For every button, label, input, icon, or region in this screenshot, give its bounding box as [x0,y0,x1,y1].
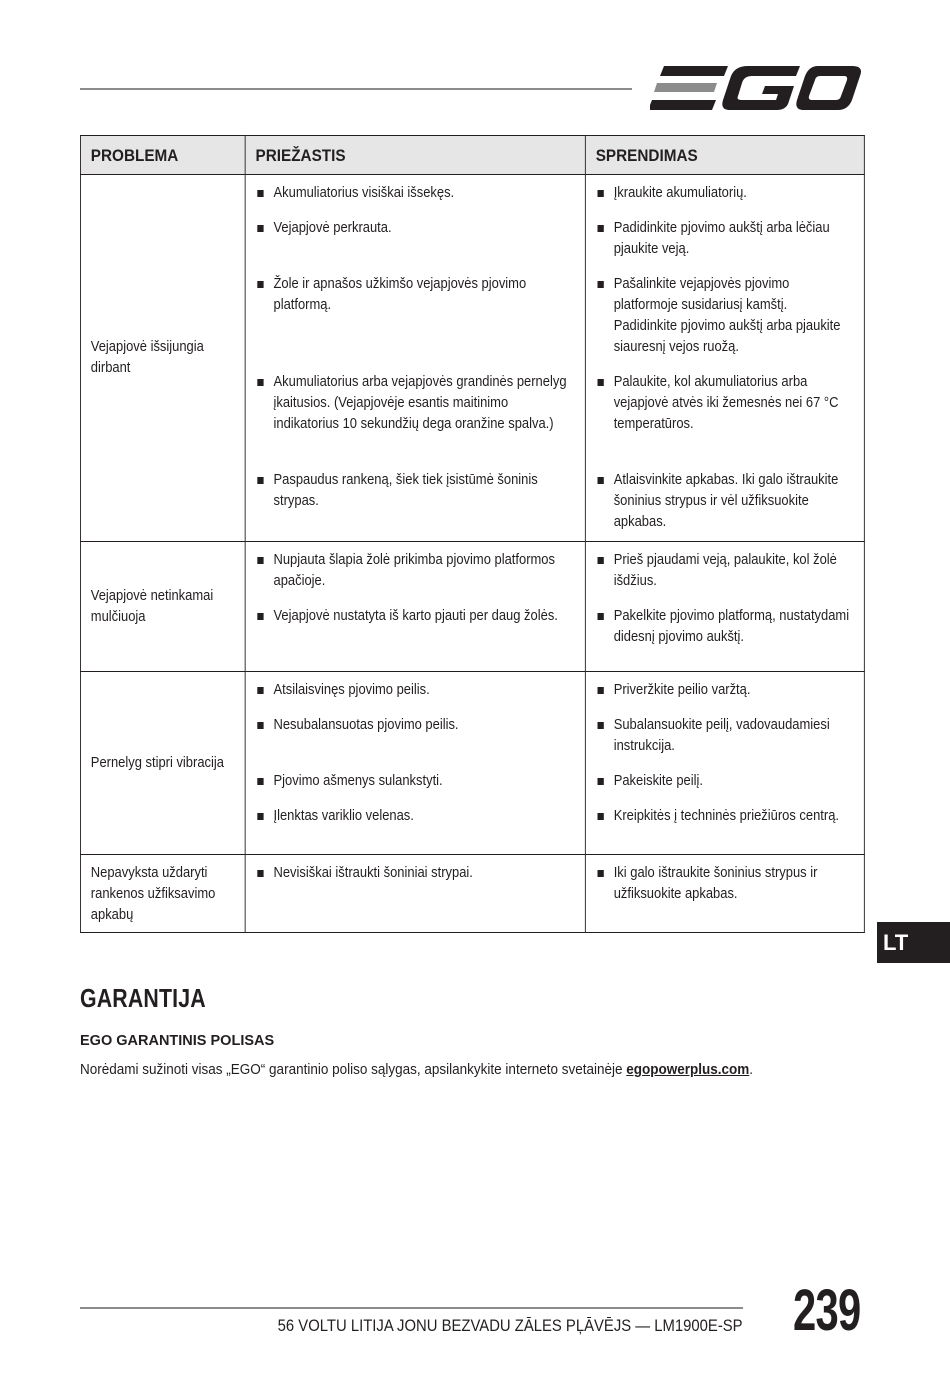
section-subtitle: EGO GARANTINIS POLISAS [80,1033,275,1049]
solution-item: Iki galo ištraukite šoninius strypus ir užfiksuokite apkabas. [596,863,854,905]
cause-item: Vejapjovė perkrauta. [256,218,576,274]
problem-cell: Pernelyg stipri vibracija [80,672,245,855]
cause-item: Įlenktas variklio velenas. [256,806,576,827]
warranty-link[interactable]: egopowerplus.com [626,1061,750,1078]
solution-item: Atlaisvinkite apkabas. Iki galo ištraukite šoninius strypus ir vėl užfiksuokite apkabas. [596,470,854,533]
header-problem: PROBLEMA [80,136,245,175]
cause-item: Nevisiškai ištraukti šoniniai strypai. [256,863,576,884]
problem-cell: Vejapjovė išsijungia dirbant [80,175,245,542]
cause-item: Paspaudus rankeną, šiek tiek įsistūmė šoninis strypas. [256,470,576,512]
cause-cell [245,855,585,933]
cause-item: Nupjauta šlapia žolė prikimba pjovimo platformos apačioje. [256,550,576,606]
page-number: 239 [793,1278,861,1343]
table-row [80,855,864,933]
solution-cell [585,175,864,542]
cause-item: Akumuliatorius visiškai išsekęs. [256,183,576,218]
header-rule [80,88,632,90]
table-row [80,672,864,855]
footer-rule [80,1307,743,1309]
solution-item: Padidinkite pjovimo aukštį arba lėčiau pjaukite veją. [596,218,854,274]
cause-item: Žole ir apnašos užkimšo vejapjovės pjovimo platformą. [256,274,576,372]
cause-item: Nesubalansuotas pjovimo peilis. [256,715,576,771]
problem-cell: Nepavyksta uždaryti rankenos užfiksavimo apkabų [80,855,245,933]
cause-item: Akumuliatorius arba vejapjovės grandinės pernelyg įkaitusios. (Vejapjovėje esantis maitinimo indikatorius 10 sekundžių dega oranžine spalva.) [256,372,576,470]
header-cause: PRIEŽASTIS [245,136,585,175]
solution-item: Prieš pjaudami veją, palaukite, kol žolė išdžius. [596,550,854,606]
footer-title: 56 VOLTU LITIJA JONU BEZVADU ZĀLES PĻĀVĒJS — LM1900E-SP [278,1317,743,1335]
table-row [80,542,864,672]
cause-cell [245,672,585,855]
cause-cell [245,542,585,672]
cause-item: Vejapjovė nustatyta iš karto pjauti per daug žolės. [256,606,576,627]
solution-cell [585,855,864,933]
cause-item: Pjovimo ašmenys sulankstyti. [256,771,576,806]
solution-item: Pakeiskite peilį. [596,771,854,806]
warranty-text-end: . [749,1061,754,1078]
solution-item: Pakelkite pjovimo platformą, nustatydami didesnį pjovimo aukštį. [596,606,854,648]
troubleshooting-table [80,135,865,933]
warranty-text-body: Norėdami sužinoti visas „EGO“ garantinio poliso sąlygas, apsilankykite interneto svetainėje [80,1061,627,1078]
header-solution: SPRENDIMAS [585,136,864,175]
solution-item: Palaukite, kol akumuliatorius arba vejapjovė atvės iki žemesnės nei 67 °C temperatūros. [596,372,854,470]
solution-item: Kreipkitės į techninės priežiūros centrą. [596,806,854,827]
cause-item: Atsilaisvinęs pjovimo peilis. [256,680,576,715]
solution-item: Subalansuokite peilį, vadovaudamiesi instrukcija. [596,715,854,771]
cause-cell [245,175,585,542]
table-row [80,175,864,542]
language-tab: LT [877,922,950,963]
section-title: GARANTIJA [80,983,206,1013]
solution-cell [585,672,864,855]
solution-cell [585,542,864,672]
warranty-text [80,1061,753,1078]
table-header-row [80,136,864,175]
solution-item: Pašalinkite vejapjovės pjovimo platformoje susidariusį kamštį. Padidinkite pjovimo aukštį arba pjaukite siauresnį vejos ruožą. [596,274,854,372]
solution-item: Priveržkite peilio varžtą. [596,680,854,715]
ego-logo [650,64,862,112]
solution-item: Įkraukite akumuliatorių. [596,183,854,218]
problem-cell: Vejapjovė netinkamai mulčiuoja [80,542,245,672]
